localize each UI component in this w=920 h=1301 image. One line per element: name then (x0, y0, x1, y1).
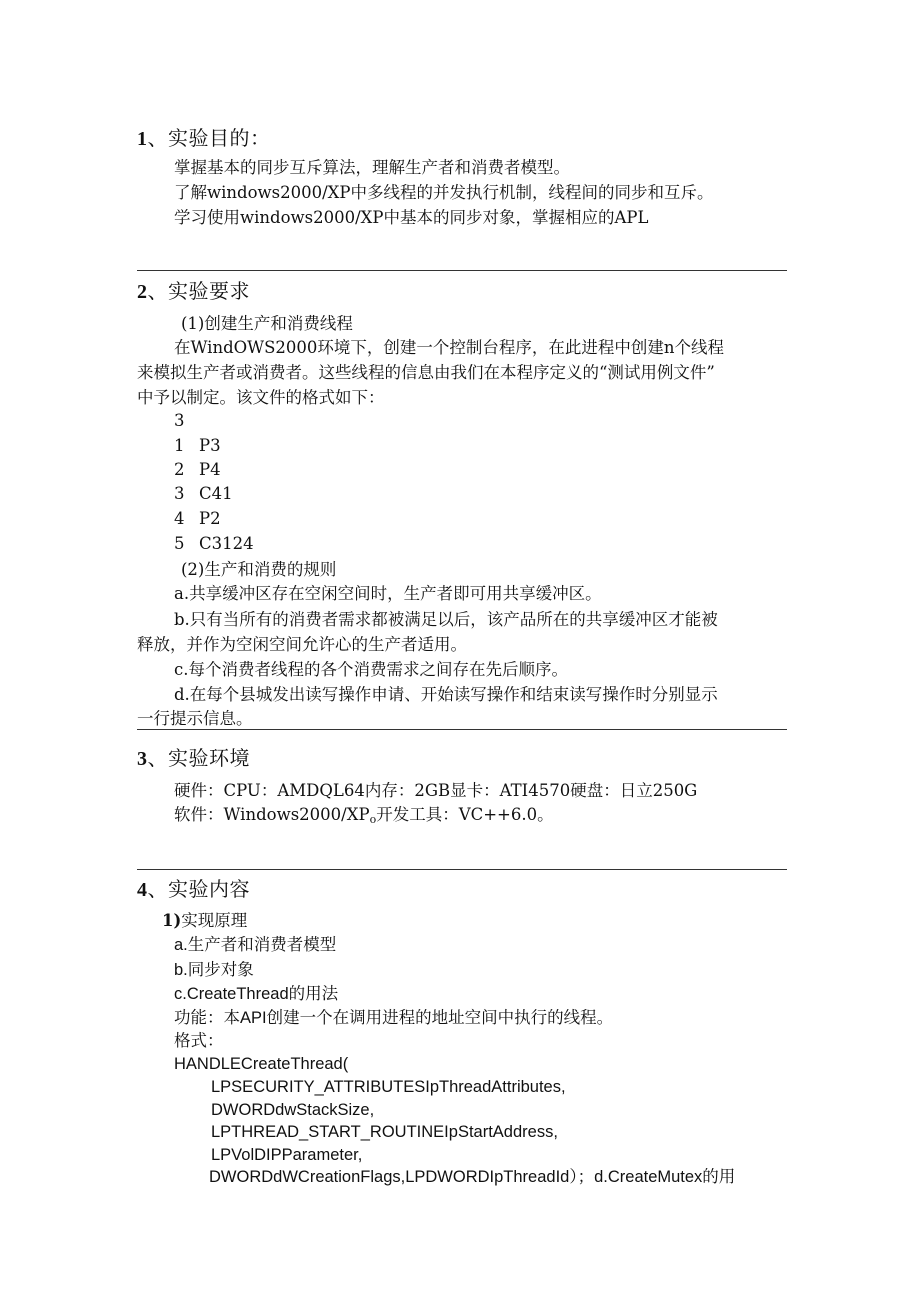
file-row-value: C41 (199, 484, 233, 503)
para-line-3: 中予以制定。该文件的格式如下： (137, 388, 385, 407)
file-row-value: P4 (199, 460, 221, 479)
section-4-heading: 4、实验内容 (137, 877, 250, 901)
code-line: DWORDdwStackSize, (211, 1101, 375, 1119)
item-b: b.同步对象 (174, 961, 254, 979)
rule-c: c.每个消费者线程的各个消费需求之间存在先后顺序。 (174, 660, 568, 679)
code-line: HANDLECreateThread( (174, 1055, 349, 1073)
function-line: 功能：本API创建一个在调用进程的地址空间中执行的线程。 (174, 1009, 614, 1027)
file-row: 5 (174, 534, 185, 553)
section-3-heading: 3、实验环境 (137, 746, 250, 770)
code-line: LPTHREAD_START_ROUTINEIpStartAddress, (211, 1123, 558, 1141)
software-line: 软件：$Windows2000/XP_o$开发工具：VC++6.0。 (174, 805, 554, 826)
goal-line-2: 了解windows2000/XP中多线程的并发执行机制，线程间的同步和互斥。 (174, 183, 714, 202)
file-row-value: P3 (199, 436, 221, 455)
rule-b-line-1: b.只有当所有的消费者需求都被满足以后，该产品所在的共享缓冲区才能被 (174, 610, 718, 629)
subheading-principle: 1)实现原理 (162, 911, 248, 930)
rule-d-line-2: 一行提示信息。 (137, 709, 253, 728)
divider (137, 729, 787, 730)
file-row-value: P2 (199, 509, 221, 528)
para-line-2: 来模拟生产者或消费者。这些线程的信息由我们在本程序定义的“测试用例文件” (137, 363, 715, 382)
file-row-value: C3124 (199, 534, 254, 553)
goal-line-3: 学习使用windows2000/XP中基本的同步对象，掌握相应的APL (174, 208, 649, 227)
rule-a: a.共享缓冲区存在空闲空间时，生产者即可用共享缓冲区。 (174, 584, 602, 603)
section-1-heading: 1、实验目的： (137, 126, 271, 150)
subheading-rules: (2)生产和消费的规则 (181, 560, 337, 579)
item-a: a.生产者和消费者模型 (174, 936, 337, 954)
file-row: 4 (174, 509, 185, 528)
hardware-line: 硬件：CPU：AMDQL64内存：2GB显卡：ATI4570硬盘：日立250G (174, 781, 698, 800)
code-line: LPVolDIPParameter, (211, 1146, 363, 1164)
para-line-1: 在WindOWS2000环境下，创建一个控制台程序，在此进程中创建n个线程 (174, 338, 725, 357)
file-row: 2 (174, 460, 185, 479)
item-c: c.CreateThread的用法 (174, 985, 339, 1003)
rule-b-line-2: 释放，并作为空闲空间允许心的生产者适用。 (137, 635, 467, 654)
file-row: 1 (174, 436, 185, 455)
divider (137, 869, 787, 870)
goal-line-1: 掌握基本的同步互斥算法，理解生产者和消费者模型。 (174, 158, 570, 177)
format-label: 格式： (174, 1032, 224, 1050)
subheading-create-threads: (1)创建生产和消费线程 (181, 314, 353, 333)
code-line: DWORDdWCreationFlags,LPDWORDIpThreadId）；d.CreateMutex的用 (209, 1168, 736, 1186)
file-count: 3 (174, 411, 185, 430)
section-2-heading: 2、实验要求 (137, 279, 250, 303)
file-row: 3 (174, 484, 185, 503)
code-line: LPSECURITY_ATTRIBUTESIpThreadAttributes, (211, 1078, 566, 1096)
rule-d-line-1: d.在每个县城发出读写操作申请、开始读写操作和结束读写操作时分别显示 (174, 685, 718, 704)
divider (137, 270, 787, 271)
